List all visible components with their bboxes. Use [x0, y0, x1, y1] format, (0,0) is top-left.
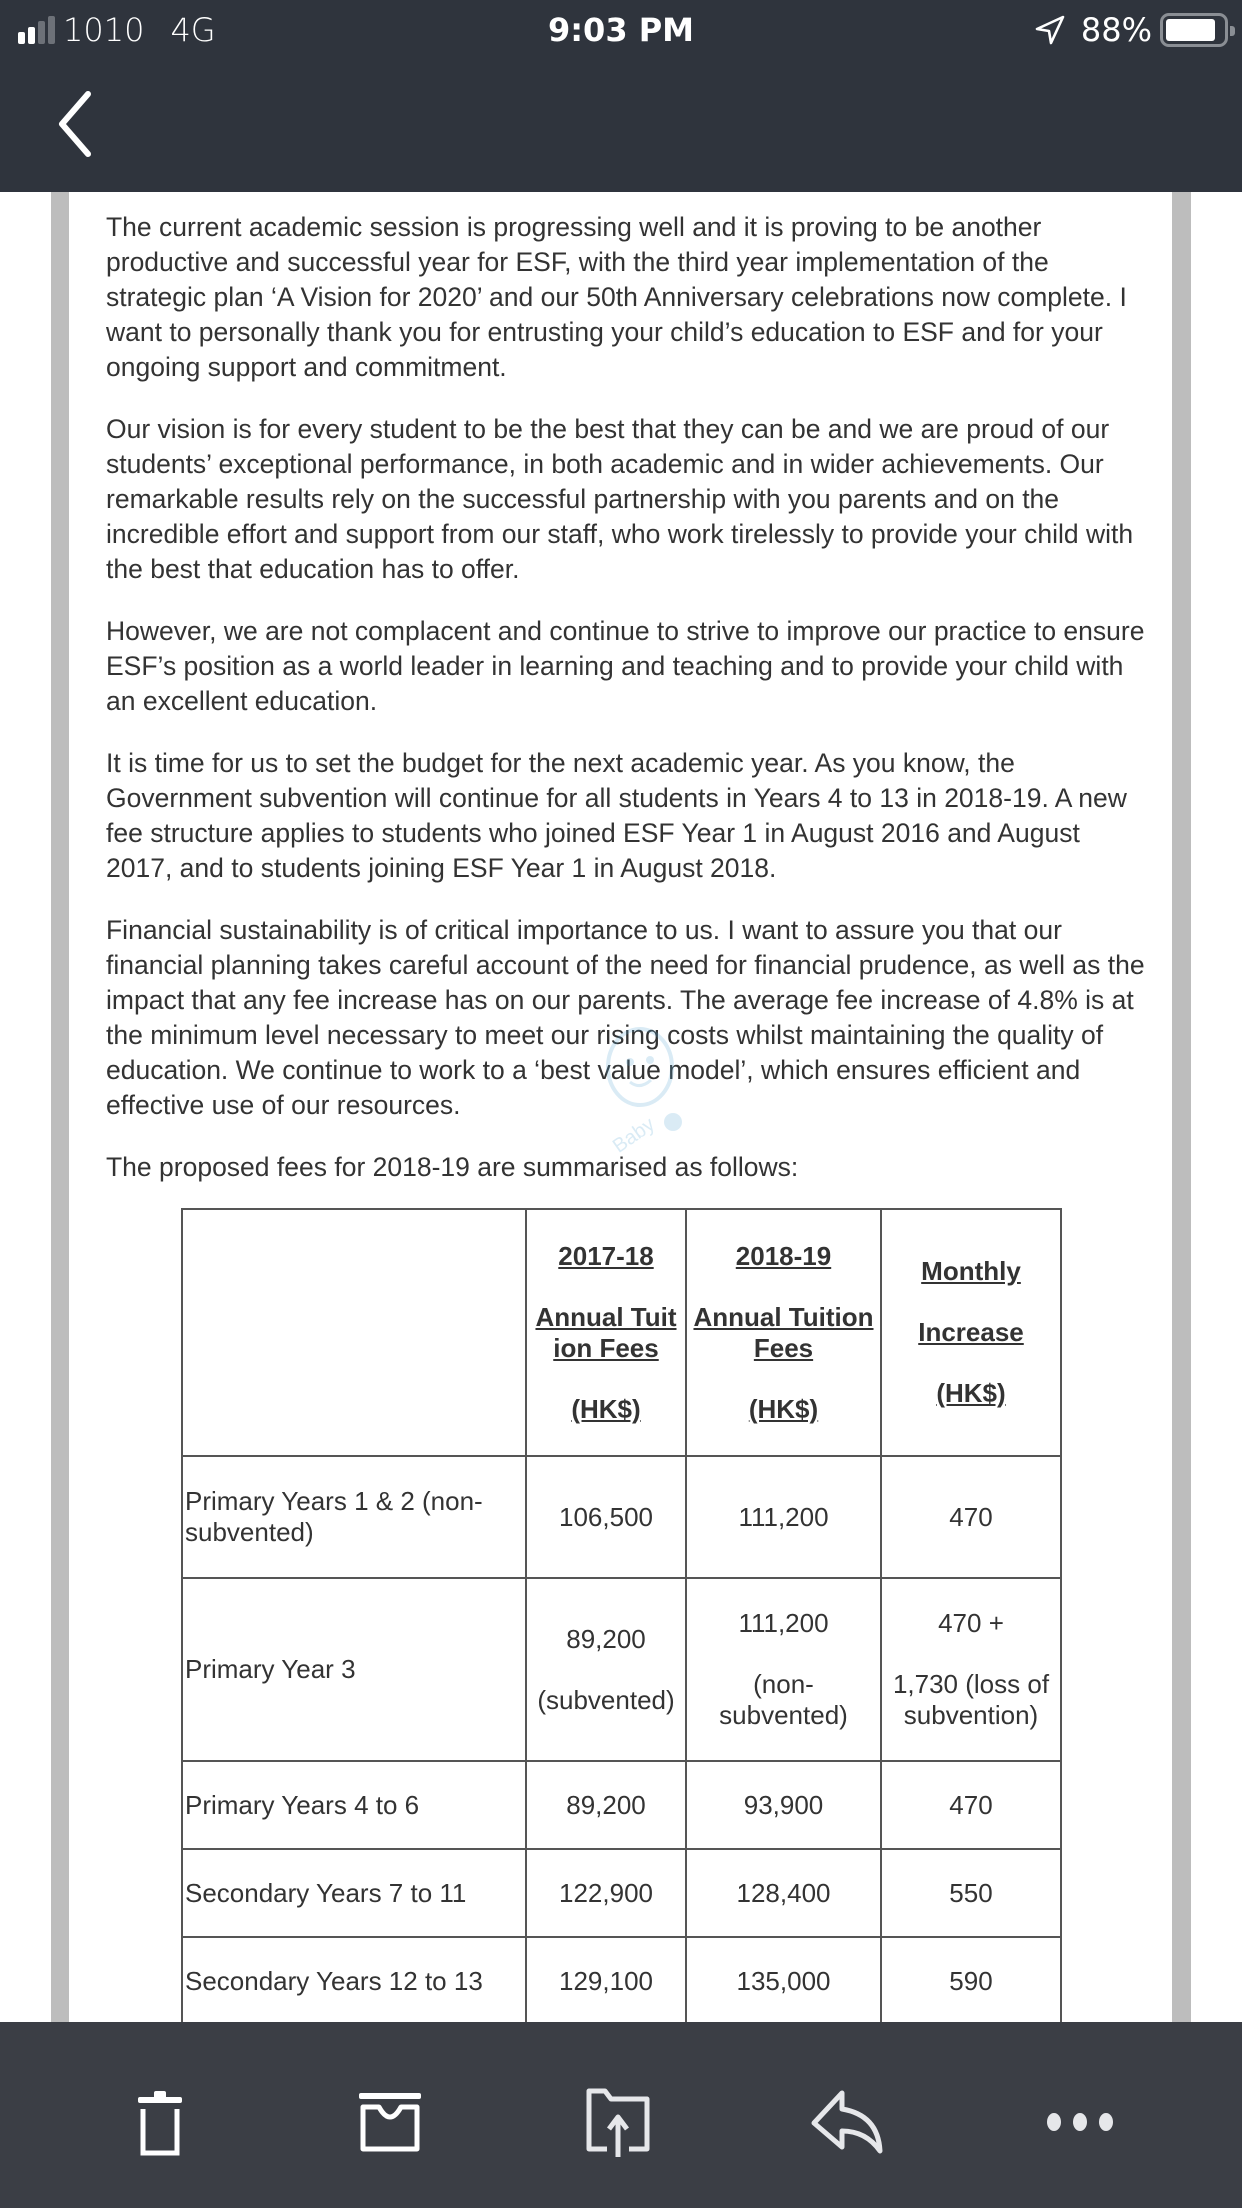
fee-2018-19: 128,400: [686, 1849, 881, 1937]
reply-arrow-icon: [808, 2087, 888, 2157]
fee-2018-19: 135,000: [686, 1937, 881, 2022]
table-row: [182, 1761, 1061, 1849]
monthly-increase: 470 + 1,730 (loss of subvention): [881, 1578, 1061, 1761]
row-label: Primary Years 1 & 2 (non-subvented): [182, 1456, 526, 1578]
more-dots-icon: [1040, 2107, 1120, 2137]
row-label: Primary Years 4 to 6: [182, 1761, 526, 1849]
delete-button[interactable]: [120, 2082, 200, 2162]
status-right: [1033, 10, 1228, 50]
back-button[interactable]: [50, 86, 110, 166]
header-cell-2018-19: 2018-19 Annual Tuition Fees (HK$): [686, 1209, 881, 1456]
monthly-increase: 470: [881, 1456, 1061, 1578]
fee-2017-18: 106,500: [526, 1456, 686, 1578]
letter-text: [106, 210, 1146, 1212]
move-button[interactable]: [578, 2082, 658, 2162]
archive-button[interactable]: [350, 2082, 430, 2162]
paragraph: Our vision is for every student to be the best that they can be and we are proud of our students’ exceptional performance, in both academic and in wider achievements. Our remarkable results rely on the successful partnership with you parents and on the incredible effort and support from our staff, who work tirelessly to provide your child with the best that education has to offer.: [106, 414, 1134, 584]
status-bar: [0, 0, 1242, 60]
paragraph: However, we are not complacent and continue to strive to improve our practice to ensure ESF’s position as a world leader in learning and teaching and to provide your child with an excellent education.: [106, 616, 1145, 716]
monthly-increase: 550: [881, 1849, 1061, 1937]
top-header: [0, 0, 1242, 192]
row-label: Primary Year 3: [182, 1578, 526, 1761]
location-arrow-icon: [1033, 13, 1067, 47]
monthly-increase: 470: [881, 1761, 1061, 1849]
fee-2017-18: 122,900: [526, 1849, 686, 1937]
more-button[interactable]: [1040, 2082, 1120, 2162]
header-cell-empty: [182, 1209, 526, 1456]
header-cell-2017-18: 2017-18 Annual Tuit ion Fees (HK$): [526, 1209, 686, 1456]
paragraph: The current academic session is progressing well and it is proving to be another productive and successful year for ESF, with the third year implementation of the strategic plan ‘A Vision for 2020’ and our 50th Anniversary celebrations now complete. I want to personally thank you for entrusting your child’s education to ESF and for your ongoing support and commitment.: [106, 212, 1127, 382]
fee-table: [181, 1208, 1062, 2022]
paragraph: The proposed fees for 2018-19 are summarised as follows:: [106, 1152, 799, 1182]
fee-2017-18: 89,200: [526, 1761, 686, 1849]
table-row: [182, 1937, 1061, 2022]
archive-box-icon: [355, 2087, 425, 2157]
trash-icon: [130, 2087, 190, 2157]
battery-percent: 88%: [1080, 11, 1152, 49]
table-row: [182, 1849, 1061, 1937]
fee-2018-19: 93,900: [686, 1761, 881, 1849]
paragraph: Financial sustainability is of critical importance to us. I want to assure you that our financial planning takes careful account of the need for financial prudence, as well as the impact that any fee increase has on our parents. The average fee increase of 4.8% is at the minimum level necessary to meet our rising costs whilst maintaining the quality of education. We continue to work to a ‘best value model’, which ensures efficient and effective use of our resources.: [106, 915, 1145, 1120]
right-margin-bar: [1172, 192, 1191, 2022]
fee-2017-18: 129,100: [526, 1937, 686, 2022]
table-row: [182, 1578, 1061, 1761]
battery-icon: [1160, 13, 1228, 47]
left-margin-bar: [51, 192, 69, 2022]
monthly-increase: 590: [881, 1937, 1061, 2022]
carrier-name: 1010: [63, 11, 145, 49]
paragraph: It is time for us to set the budget for the next academic year. As you know, the Government subvention will continue for all students in Years 4 to 13 in 2018-19. A new fee structure applies to students who joined ESF Year 1 in August 2016 and August 2017, and to students joining ESF Year 1 in August 2018.: [106, 748, 1127, 883]
fee-2017-18: 89,200 (subvented): [526, 1578, 686, 1761]
fee-2018-19: 111,200 (non-subvented): [686, 1578, 881, 1761]
clock: 9:03 PM: [547, 11, 695, 49]
header-cell-monthly-increase: Monthly Increase (HK$): [881, 1209, 1061, 1456]
email-body[interactable]: [0, 192, 1242, 2022]
chevron-left-icon: [50, 86, 110, 166]
move-to-folder-icon: [583, 2087, 653, 2157]
bottom-toolbar: [0, 2022, 1242, 2208]
svg-text:Baby: Baby: [608, 1113, 659, 1158]
network-type: 4G: [170, 11, 216, 49]
fee-2018-19: 111,200: [686, 1456, 881, 1578]
row-label: Secondary Years 12 to 13: [182, 1937, 526, 2022]
row-label: Secondary Years 7 to 11: [182, 1849, 526, 1937]
reply-button[interactable]: [808, 2082, 888, 2162]
table-row: [182, 1456, 1061, 1578]
table-header-row: [182, 1209, 1061, 1456]
